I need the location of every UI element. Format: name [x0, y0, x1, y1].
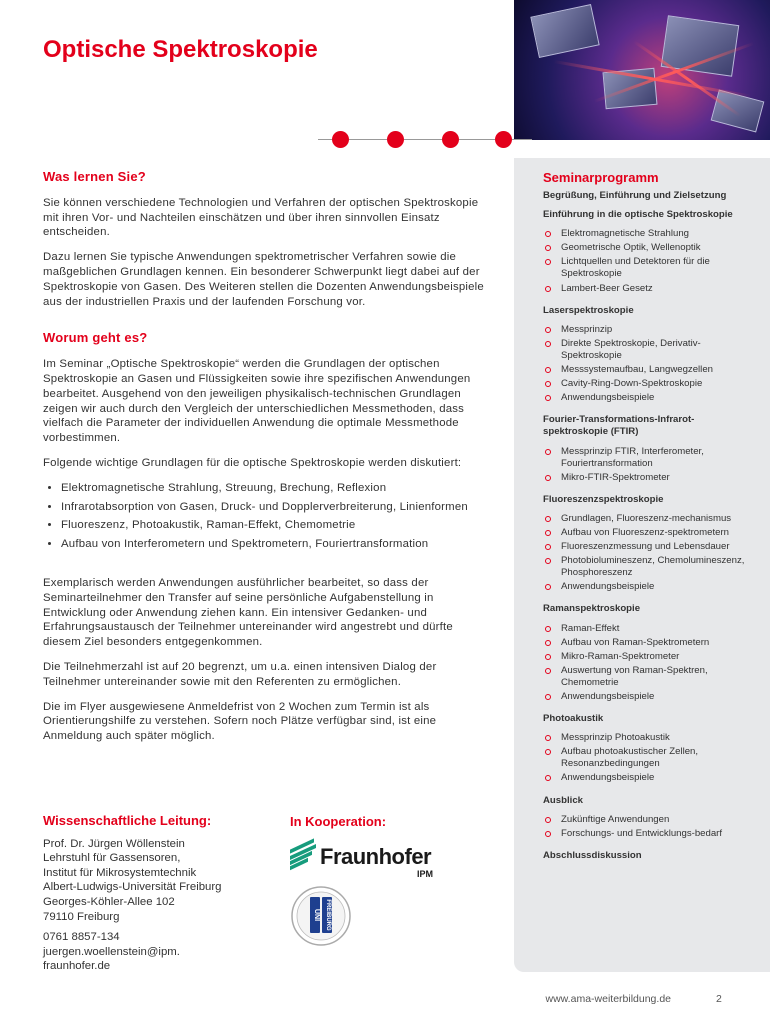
list-item: Mikro-Raman-Spektrometer [543, 651, 753, 663]
ring-bullet-icon [545, 475, 551, 481]
heading-was-lernen-sie: Was lernen Sie? [43, 169, 146, 184]
module-title: Laserspektroskopie [543, 304, 634, 316]
list-item: Anwendungsbeispiele [543, 691, 753, 703]
ring-bullet-icon [545, 341, 551, 347]
heading-kooperation: In Kooperation: [290, 814, 387, 829]
ring-bullet-icon [545, 544, 551, 550]
list-item: • Infrarotabsorption von Gasen, Druck- und Dopplerverbreiterung, Linienformen [61, 500, 488, 515]
module-title: Abschlussdiskussion [543, 849, 642, 861]
module-title: Photoakustik [543, 713, 604, 725]
fraunhofer-stripes-icon [290, 842, 316, 868]
ring-bullet-icon [545, 395, 551, 401]
address-line: Institut für Mikrosystemtechnik [43, 866, 197, 879]
basics-list [43, 481, 488, 552]
list-item: Auswertung von Raman-Spektren, Chemometrie [543, 665, 753, 689]
ring-bullet-icon [545, 367, 551, 373]
list-item: Messprinzip FTIR, Interferometer, Fouriertransformation [543, 446, 753, 470]
list-item: • Elektromagnetische Strahlung, Streuung, Brechung, Reflexion [61, 481, 488, 496]
module-items [543, 324, 753, 405]
contact-block [43, 930, 273, 974]
header-photo [514, 0, 770, 140]
module-title: Begrüßung, Einführung und Zielsetzung [543, 190, 727, 201]
list-item: Mikro-FTIR-Spektrometer [543, 472, 753, 484]
uni-freiburg-seal [290, 885, 352, 947]
ring-bullet-icon [545, 626, 551, 632]
module-items [543, 623, 753, 704]
list-item: Grundlagen, Fluoreszenz-mechanismus [543, 513, 753, 525]
ring-bullet-icon [545, 640, 551, 646]
ring-bullet-icon [545, 327, 551, 333]
ring-bullet-icon [545, 558, 551, 564]
list-item: Aufbau von Raman-Spektrometern [543, 637, 753, 649]
decorative-dots [318, 130, 538, 150]
svg-text:UNI: UNI [313, 908, 320, 922]
module-items [543, 732, 753, 784]
list-item: Lichtquellen und Detektoren für die Spektroskopie [543, 256, 753, 280]
list-item: Elektromagnetische Strahlung [543, 228, 753, 240]
module-title: Fourier-Transformations-Infrarot-spektroskopie (FTIR) [543, 414, 695, 438]
address-line: Lehrstuhl für Gassensoren, [43, 852, 181, 865]
module-title: Ramanspektroskopie [543, 603, 641, 615]
module-items [543, 513, 753, 594]
address-block [43, 837, 273, 925]
page-title: Optische Spektroskopie [43, 36, 318, 63]
list-item: • Aufbau von Interferometern und Spektrometern, Fouriertransformation [61, 537, 488, 552]
ring-bullet-icon [545, 831, 551, 837]
paragraph: Im Seminar „Optische Spektroskopie“ werden die Grundlagen der optischen Spektroskopie an Gasen und Flüssigkeiten sowie ihre spezifischen Anwendungen bearbeitet. Ausgehend von den jeweiligen physikalisch-technischen Grundlagen zeigen wir auch durch den Vergleich der unterschiedlichen Messmethoden, dass vielfach die Parameter der individuellen Anwendung die optimale Messmethode vorbestimmen. [43, 358, 471, 445]
paragraph: Folgende wichtige Grundlagen für die optische Spektroskopie werden diskutiert: [43, 456, 462, 469]
list-item: Aufbau photoakustischer Zellen, Resonanzbedingungen [543, 746, 753, 770]
module-title: Fluoreszenzspektroskopie [543, 493, 664, 505]
list-item: Raman-Effekt [543, 623, 753, 635]
ring-bullet-icon [545, 775, 551, 781]
list-item: • Fluoreszenz, Photoakustik, Raman-Effekt, Chemometrie [61, 518, 488, 533]
list-item: Anwendungsbeispiele [543, 772, 753, 784]
main-column [43, 170, 488, 754]
module-items [543, 228, 753, 294]
list-item: Geometrische Optik, Wellenoptik [543, 242, 753, 254]
module-title: Ausblick [543, 794, 583, 806]
ring-bullet-icon [545, 735, 551, 741]
paragraph: Die Teilnehmerzahl ist auf 20 begrenzt, um u.a. einen intensiven Dialog der Teilnehmer untereinander sowie mit den Referenten zu ermöglichen. [43, 660, 437, 688]
program-list [543, 190, 753, 869]
email-line[interactable]: fraunhofer.de [43, 960, 111, 973]
paragraph: Dazu lernen Sie typische Anwendungen spektrometrischer Verfahren sowie die maßgeblichen Grundlagen kennen. Ein besonderer Schwerpunkt liegt dabei auf der Spektroskopie von Gasen. Des Weiteren stellen die Dozenten Anwendungsbeispiele aus der industriellen Praxis und der laufenden Forschung vor. [43, 251, 484, 308]
paragraph: Die im Flyer ausgewiesene Anmeldefrist von 2 Wochen zum Termin ist als Orientierungshilfe zu verstehen. Sofern noch Plätze verfügbar sind, ist eine Anmeldung auch später möglich. [43, 700, 437, 743]
list-item: Cavity-Ring-Down-Spektroskopie [543, 378, 753, 390]
list-item: Direkte Spektroskopie, Derivativ-Spektroskopie [543, 338, 753, 362]
address-line: Prof. Dr. Jürgen Wöllenstein [43, 837, 185, 850]
module-items [543, 814, 753, 840]
ring-bullet-icon [545, 749, 551, 755]
fraunhofer-logo [290, 838, 440, 883]
address-line: Georges-Köhler-Allee 102 [43, 895, 175, 908]
scientific-leadership [43, 814, 273, 974]
ring-bullet-icon [545, 449, 551, 455]
ring-bullet-icon [545, 259, 551, 265]
ring-bullet-icon [545, 245, 551, 251]
fraunhofer-institute: IPM [417, 869, 434, 879]
page-number: 2 [716, 993, 722, 1005]
address-line: Albert-Ludwigs-Universität Freiburg [43, 881, 222, 894]
fraunhofer-wordmark: Fraunhofer [320, 844, 432, 869]
list-item: Anwendungsbeispiele [543, 581, 753, 593]
list-item: Forschungs- und Entwicklungs-bedarf [543, 828, 753, 840]
list-item: Lambert-Beer Gesetz [543, 283, 753, 295]
address-line: 79110 Freiburg [43, 910, 120, 923]
list-item: Messprinzip [543, 324, 753, 336]
list-item: Anwendungsbeispiele [543, 392, 753, 404]
ring-bullet-icon [545, 654, 551, 660]
ring-bullet-icon [545, 530, 551, 536]
email-line[interactable]: juergen.woellenstein@ipm. [43, 945, 180, 958]
heading-seminarprogramm: Seminarprogramm [543, 170, 659, 185]
ring-bullet-icon [545, 231, 551, 237]
ring-bullet-icon [545, 584, 551, 590]
list-item: Fluoreszenzmessung und Lebensdauer [543, 541, 753, 553]
footer-url[interactable]: www.ama-weiterbildung.de [545, 993, 671, 1005]
heading-wissenschaftliche-leitung: Wissenschaftliche Leitung: [43, 813, 212, 828]
ring-bullet-icon [545, 694, 551, 700]
ring-bullet-icon [545, 516, 551, 522]
paragraph: Exemplarisch werden Anwendungen ausführlicher bearbeitet, so dass der Seminarteilnehmer den Transfer auf seine persönliche Aufgabenstellung in Entwicklung oder Anwendung ziehen kann. Ein intensiver Gedanken- und Erfahrungsaustausch der Teilnehmer untereinander wird angestrebt und dürfte diesem Ziel besonders entgegenkommen. [43, 576, 453, 649]
ring-bullet-icon [545, 668, 551, 674]
list-item: Photobiolumineszenz, Chemolumineszenz, Phosphoreszenz [543, 555, 753, 579]
svg-text:FREIBURG: FREIBURG [325, 899, 331, 931]
list-item: Messprinzip Photoakustik [543, 732, 753, 744]
ring-bullet-icon [545, 817, 551, 823]
module-title: Einführung in die optische Spektroskopie [543, 209, 733, 221]
paragraph: Sie können verschiedene Technologien und Verfahren der optischen Spektroskopie mit ihren Vor- und Nachteilen einschätzen und über ihren sinnvollen Einsatz entscheiden. [43, 196, 479, 239]
ring-bullet-icon [545, 381, 551, 387]
heading-worum-geht-es: Worum geht es? [43, 330, 148, 346]
list-item: Aufbau von Fluoreszenz-spektrometern [543, 527, 753, 539]
phone: 0761 8857-134 [43, 931, 120, 944]
list-item: Messsystemaufbau, Langwegzellen [543, 364, 753, 376]
list-item: Zukünftige Anwendungen [543, 814, 753, 826]
module-items [543, 446, 753, 484]
ring-bullet-icon [545, 286, 551, 292]
